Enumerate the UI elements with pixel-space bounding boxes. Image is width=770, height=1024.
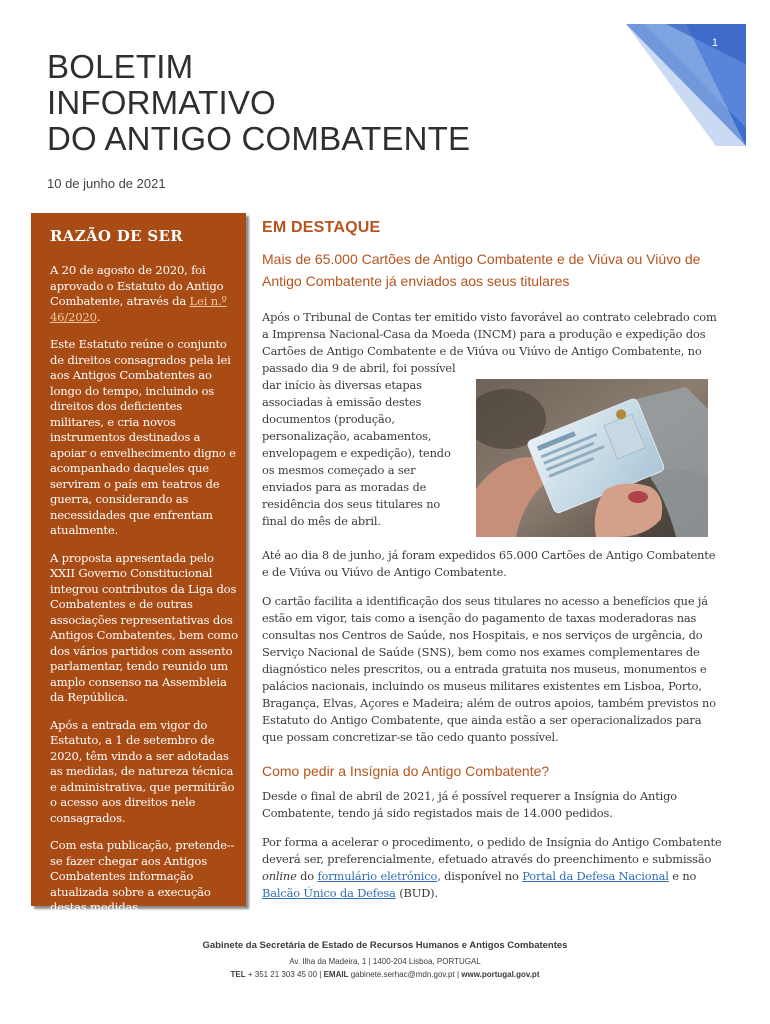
sidebar-heading: RAZÃO DE SER [50, 227, 183, 245]
article-paragraph-1: Após o Tribunal de Contas ter emitido visto favorável ao contrato celebrado com a Imprensa Nacional-Casa da Moeda (INCM) para a produção e expedição dos Cartões de Antigo Combatente e de Viúva ou Viúvo de Antigo Combatente, no [262, 310, 717, 358]
sidebar-paragraph-5: Com esta publicação, pretende--se fazer chegar aos Antigos Combatentes informação atualizada sobre a execução destas medidas. [50, 838, 235, 914]
tel-label: TEL [230, 970, 246, 979]
sidebar-p1-text: A 20 de agosto de 2020, foi aprovado o Estatuto do Antigo Combatente, através da [50, 263, 224, 308]
p5-text-b: do [296, 869, 318, 883]
sidebar-paragraph-2: Este Estatuto reúne o conjunto de direitos consagrados pela lei aos Antigos Combatentes ao longo do tempo, incluindo os direitos dos deficientes militares, e cria novos instrumentos destinados a apoiar o envelhecimento digno e acompanhado daqueles que serviram o país em teatros de guerra, considerando as necessidades que enfrentam atualmente. [50, 337, 236, 537]
title-line-2: INFORMATIVO [47, 84, 276, 121]
electronic-form-link[interactable]: formulário eletrónico [317, 869, 438, 883]
page-number: 1 [711, 37, 718, 49]
newsletter-title [47, 49, 470, 157]
sidebar-paragraph-1 [50, 263, 238, 325]
p5-online: online [262, 869, 297, 883]
article-paragraph-2: Até ao dia 8 de junho, já foram expedidos 65.000 Cartões de Antigo Combatente e de Viúva ou Viúvo de Antigo Combatente. [262, 548, 716, 579]
article-paragraph-3: O cartão facilita a identificação dos seus titulares no acesso a benefícios que já estão em vigor, tais como a isenção do pagamento de taxas moderadoras nas consultas nos Centros de Saúde, nos Hospitais, e nos serviços de urgência, do Serviço Nacional de Saúde (SNS), bem como nos exames complementares de diagnóstico neles prescritos, ou a entrada gratuita nos museus, monumentos e palácios nacionais, incluindo os museus militares existentes em Lisboa, Porto, Bragança, Elvas, Açores e Madeira; além de outros apoios, também previstos no Estatuto do Antigo Combatente, que ainda estão a ser operacionalizados para que possam concretizar-se tão cedo quanto possível. [262, 594, 716, 744]
sidebar-paragraph-3: A proposta apresentada pelo XXII Governo Constitucional integrou contributos da Liga dos Combatentes e de outras associações representativas dos Antigos Combatentes, bem como dos vários partidos com assento parlamentar, tendo reunido um amplo consenso na Assembleia da República. [50, 550, 238, 704]
tel-value: + 351 21 303 45 00 [247, 970, 318, 979]
title-line-3: DO ANTIGO COMBATENTE [47, 120, 471, 157]
defense-portal-link[interactable]: Portal da Defesa Nacional [522, 869, 669, 883]
p5-text-c: , disponível no [437, 869, 523, 883]
title-line-1: BOLETIM [47, 48, 194, 85]
p5-text-e: (BUD). [395, 886, 438, 900]
email-value[interactable]: gabinete.serhac@mdn.gov.pt [350, 970, 455, 979]
p5-text-a: Por forma a acelerar o procedimento, o pedido de Insígnia do Antigo Combatente deverá ser, preferencialmente, efetuado através do preenchimento e submissão [262, 835, 722, 866]
card-photo [476, 379, 708, 537]
email-label: EMAIL [323, 970, 349, 979]
law-link[interactable]: Lei n.º 46/2020 [50, 294, 227, 324]
main-content [262, 219, 722, 902]
corner-decoration [626, 24, 746, 146]
footer-address: Av. Ilha da Madeira, 1 | 1400-204 Lisboa, PORTUGAL [289, 957, 481, 966]
article-paragraph-1-cont: passado dia 9 de abril, foi possível dar início às diversas etapas associadas à emissão destes documentos (produção, personalização, acabamentos, envelopagem e expedição), tendo os mesmos começado a ser enviados para as moradas de residência dos seus titulares no final do mês de abril. [262, 361, 456, 528]
footer [0, 940, 770, 979]
section-title: EM DESTAQUE [262, 219, 381, 236]
website[interactable]: www.portugal.gov.pt [461, 970, 540, 979]
bud-link[interactable]: Balcão Único da Defesa [262, 886, 396, 900]
subheading-insignia: Como pedir a Insígnia do Antigo Combatente? [262, 763, 550, 779]
article-paragraph-4: Desde o final de abril de 2021, já é possível requerer a Insígnia do Antigo Combatente, tendo já sido registados mais de 14.000 pedidos. [262, 789, 677, 820]
article-paragraph-5 [262, 834, 722, 902]
publication-date: 10 de junho de 2021 [47, 176, 166, 191]
sidebar-razao-de-ser [31, 213, 246, 914]
sidebar-paragraph-4: Após a entrada em vigor do Estatuto, a 1 de setembro de 2020, têm vindo a ser adotadas as medidas, de natureza técnica e administrativa, que permitirão o acesso aos direitos nele consagrados. [50, 717, 235, 825]
footer-contacts: TEL + 351 21 303 45 00 | EMAIL gabinete.serhac@mdn.gov.pt | www.portugal.gov.pt [230, 970, 540, 979]
footer-organization: Gabinete da Secretária de Estado de Recursos Humanos e Antigos Combatentes [202, 940, 568, 951]
sidebar-p1-end: . [96, 309, 101, 324]
p5-text-d: e no [668, 869, 697, 883]
headline: Mais de 65.000 Cartões de Antigo Combatente e de Viúva ou Viúvo de Antigo Combatente já enviados aos seus titulares [262, 251, 701, 289]
hand-holding-card-image [476, 379, 708, 537]
